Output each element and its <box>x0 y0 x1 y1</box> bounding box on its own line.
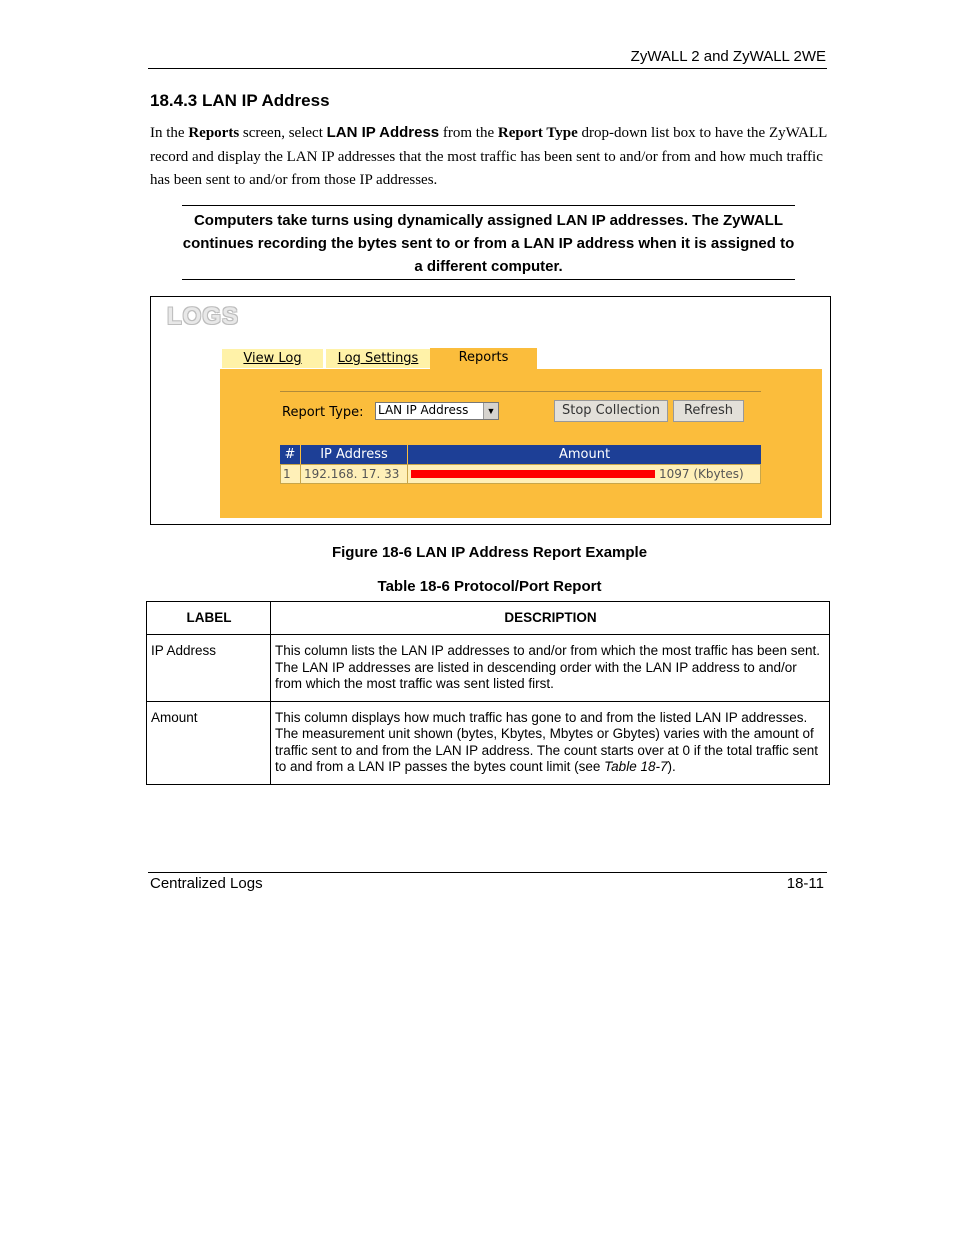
cell-separator <box>300 464 301 484</box>
tab-reports[interactable]: Reports <box>430 348 537 369</box>
intro-report-type: Report Type <box>497 125 578 141</box>
row-number: 1 <box>283 467 291 481</box>
footer-rule <box>148 872 827 873</box>
intro-paragraph <box>150 121 830 193</box>
intro-text-4: drop-down list box to have the ZyWALL record and display the LAN IP addresses that the most traffic has been sent to and/or from and how much traffic has been sent to and/or from those IP addresses. <box>150 125 827 188</box>
report-type-label: Report Type: <box>282 405 364 420</box>
intro-text-3: from the <box>439 125 498 141</box>
table-reference: Table 18-7 <box>604 759 668 775</box>
row-description: This column lists the LAN IP addresses to and/or from which the most traffic has been sent. The LAN IP addresses are listed in descending order with the LAN IP address to and/or from which the most traffic was sent listed first. <box>271 635 830 702</box>
desc-text-b: ). <box>667 759 676 775</box>
note-bottom-rule <box>182 279 795 280</box>
table-caption: Table 18-6 Protocol/Port Report <box>377 578 602 595</box>
chevron-down-icon[interactable]: ▼ <box>483 403 498 419</box>
table-header-row <box>147 602 830 635</box>
header-rule <box>148 68 827 69</box>
tab-view-log[interactable]: View Log <box>222 349 323 368</box>
table-row <box>147 635 830 702</box>
col-header-amount: Amount <box>408 445 761 464</box>
figure-caption: Figure 18-6 LAN IP Address Report Example <box>331 544 648 561</box>
footer-page-number: 18-11 <box>786 875 824 892</box>
row-amount: 1097 (Kbytes) <box>659 467 744 481</box>
col-header-num: # <box>280 445 300 464</box>
table-row <box>147 702 830 785</box>
header-label: LABEL <box>147 602 271 635</box>
intro-text-1: In the <box>150 125 189 141</box>
row-description <box>271 702 830 785</box>
row-label: IP Address <box>147 635 271 702</box>
amount-bar <box>411 470 655 478</box>
row-ip-address: 192.168. 17. 33 <box>304 467 400 481</box>
row-label: Amount <box>147 702 271 785</box>
panel-divider <box>280 391 761 392</box>
section-title: 18.4.3 LAN IP Address <box>150 91 330 110</box>
note-top-rule <box>182 205 795 206</box>
cell-separator <box>407 464 408 484</box>
intro-text-2: screen, select <box>239 125 327 141</box>
tab-log-settings[interactable]: Log Settings <box>326 349 430 368</box>
col-header-ip-address: IP Address <box>301 445 407 464</box>
note-text: Computers take turns using dynamically assigned LAN IP addresses. The ZyWALL continues recording the bytes sent to or from a LAN IP address when it is assigned to a different computer. <box>182 212 795 275</box>
report-type-value: LAN IP Address <box>378 403 469 417</box>
stop-collection-button[interactable]: Stop Collection <box>554 400 668 422</box>
intro-reports: Reports <box>188 125 240 141</box>
header-description: DESCRIPTION <box>271 602 830 635</box>
intro-lan-ip-address: LAN IP Address <box>326 124 440 141</box>
footer-chapter: Centralized Logs <box>150 875 263 892</box>
running-head: ZyWALL 2 and ZyWALL 2WE <box>630 48 826 65</box>
description-table <box>146 601 830 785</box>
desc-text-a: This column displays how much traffic has gone to and from the listed LAN IP addresses. The measurement unit shown (bytes, Kbytes, Mbytes or Gbytes) varies with the amount of traffic sent to and from the LAN IP address. The count starts over at 0 if the total traffic sent to and from a LAN IP passes the bytes count limit (see <box>275 710 819 775</box>
refresh-button[interactable]: Refresh <box>673 400 744 422</box>
logs-title: LOGS <box>167 303 240 330</box>
